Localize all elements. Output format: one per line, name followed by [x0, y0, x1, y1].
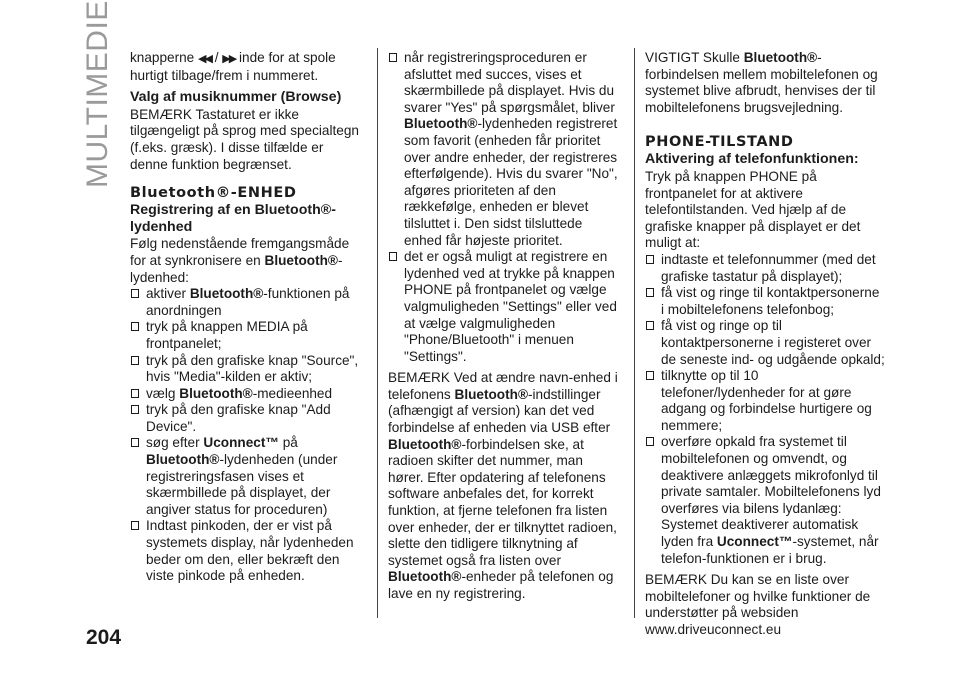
skip-back-icon: ◀◀ — [198, 53, 211, 65]
list-item: tryk på den grafiske knap "Source", hvis "Media"-kilden er aktiv; — [130, 353, 362, 386]
list-item: indtaste et telefonnummer (med det grafiske tastatur på displayet); — [645, 252, 885, 285]
procedure-intro: Følg nedenstående fremgangsmåde for at synkronisere en Bluetooth®-lydenhed: — [130, 236, 350, 285]
note-compatibility: BEMÆRK Du kan se en liste over mobiltelefoner og hvilke funktioner de understøtter på websiden www.driveuconnect.eu — [645, 572, 871, 637]
list-item: vælg Bluetooth®-medieenhed — [130, 386, 362, 403]
bullet-icon — [389, 53, 397, 62]
bullet-icon — [131, 322, 139, 331]
list-item: søg efter Uconnect™ på Bluetooth®-lydenheden (under registreringsfasen vises et skærmbillede på displayet, der angiver status for proceduren) — [130, 435, 362, 518]
list-item: det er også muligt at registrere en lydenhed ved at trykke på knappen PHONE på frontpanelet og vælge valgmuligheden "Settings" eller ved at vælge valgmuligheden "Phone/Bluetooth" i menuen "Settings". — [388, 249, 620, 365]
list-item: tryk på den grafiske knap "Add Device". — [130, 402, 362, 435]
skip-forward-icon: ▶▶ — [222, 53, 236, 65]
column-divider — [377, 48, 378, 618]
bullet-icon — [131, 521, 139, 530]
list-item: få vist og ringe til kontaktpersonerne i mobiltelefonens telefonbog; — [645, 285, 885, 318]
list-item: aktiver Bluetooth®-funktionen på anordningen — [130, 286, 362, 319]
text-column-3 — [645, 50, 885, 644]
list-item: overføre opkald fra systemet til mobiltelefonen og omvendt, og deaktivere anlæggets mikrofonlyd til private samtaler. Mobiltelefonens lyd overføres via bilens lydanlæg: Systemet deaktiverer automatisk lyden fra Uconnect™-systemet, når telefon-funktionen er i brug. — [645, 434, 885, 567]
bullet-icon — [646, 371, 654, 380]
bullet-icon — [131, 405, 139, 414]
section-title: MULTIMEDIE — [81, 0, 114, 188]
bullet-icon — [131, 356, 139, 365]
page-number: 204 — [86, 626, 122, 649]
bullet-icon — [389, 252, 397, 261]
bullet-icon — [646, 437, 654, 446]
note-rename-device: BEMÆRK Ved at ændre navn-enhed i telefonens Bluetooth®-indstillinger (afhængigt af version) kan det ved forbindelse af enheden via USB efter Bluetooth®-forbindelsen ske, at radioen skifter det nummer, man hører. Efter opdatering af telefonens software anbefales det, for korrekt funktion, at fjerne telefonen fra listen over enheder, der er tilknyttet radioen, slette den tidligere tilknytning af systemet også fra listen over Bluetooth®-enheder på telefonen og lave en ny registrering. — [388, 370, 618, 601]
heading-register: Registrering af en Bluetooth®-lydenhed — [130, 202, 336, 235]
heading-browse: Valg af musiknummer (Browse) — [130, 89, 342, 106]
list-item: tilknytte op til 10 telefoner/lydenheder for at gøre adgang og forbindelse hurtigere og nemmere; — [645, 368, 885, 434]
list-item: når registreringsproceduren er afsluttet med succes, vises et skærmbillede på displayet. Hvis du svarer "Yes" på spørgsmålet, bliver Bluetooth®-lydenheden registreret som favorit (enheden får prioritet over andre enheder, der registreres efterfølgende). Hvis du svarer "No", afgøres prioriteten af den rækkefølge, enheden er blevet tilsluttet i. Den sidst tilsluttede enhed får højeste prioritet. — [388, 50, 620, 249]
list-item: få vist og ringe op til kontaktpersonerne i registeret over de seneste ind- og udgående opkald; — [645, 318, 885, 368]
heading-phone-mode: PHONE-TILSTAND — [645, 134, 794, 151]
text-column-1 — [130, 50, 362, 585]
text-column-2 — [388, 50, 620, 608]
list-item: tryk på knappen MEDIA på frontpanelet; — [130, 319, 362, 352]
bullet-icon — [646, 321, 654, 330]
phone-intro: Tryk på knappen PHONE på frontpanelet for at aktivere telefontilstanden. Ved hjælp af de grafiske knapper på displayet er det muligt at: — [645, 168, 861, 251]
heading-activate-phone: Aktivering af telefonfunktionen: — [645, 151, 859, 168]
list-item: Indtast pinkoden, der er vist på systemets display, når lydenheden beder om den, eller bekræft den viste pinkode på enheden. — [130, 518, 362, 584]
heading-bluetooth-unit: Bluetooth®-ENHED — [130, 185, 297, 202]
bullet-icon — [131, 289, 139, 298]
intro-paragraph: knapperne ◀◀ / ▶▶ inde for at spole hurtigt tilbage/frem i nummeret. — [130, 50, 336, 83]
column-divider — [634, 48, 635, 618]
bullet-icon — [131, 389, 139, 398]
note-browse: BEMÆRK Tastaturet er ikke tilgængeligt på sprog med specialtegn (f.eks. græsk). I disse tilfælde er denne funktion begrænset. — [130, 106, 359, 172]
bullet-icon — [131, 438, 139, 447]
bullet-icon — [646, 288, 654, 297]
important-note: VIGTIGT Skulle Bluetooth®-forbindelsen mellem mobiltelefonen og systemet blive afbrudt, henvises der til mobiltelefonens brugsvejledning. — [645, 50, 878, 115]
bullet-icon — [646, 255, 654, 264]
